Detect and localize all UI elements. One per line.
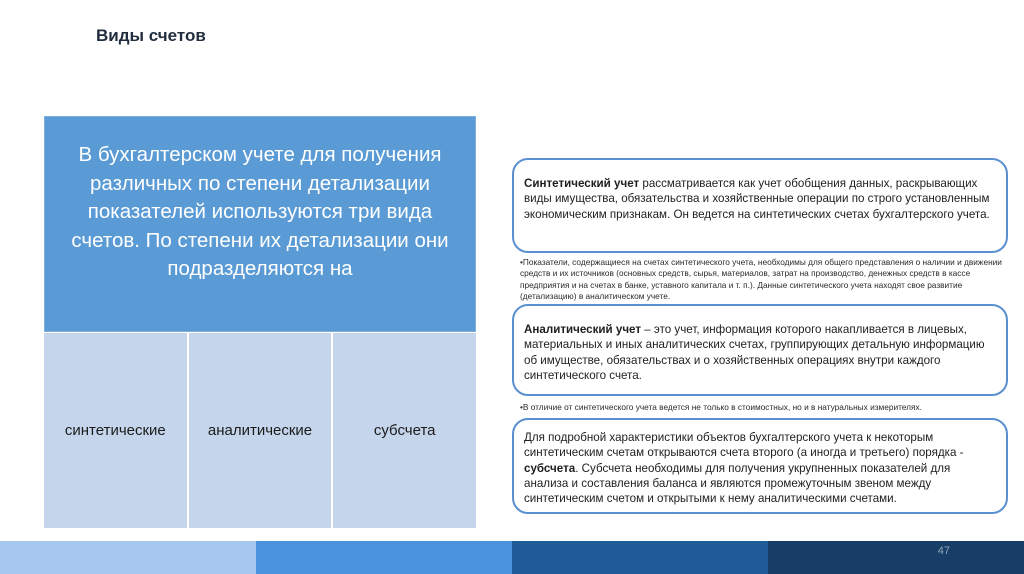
subaccounts-text-before: Для подробной характеристики объектов бухгалтерского учета к некоторым синтетическим счетам открываются счета второго (а иногда и третьего) порядка - [524,431,964,460]
subaccounts-text-after: . Субсчета необходимы для получения укрупненных показателей для анализа и составления баланса и являются промежуточным звеном между синтетическим счетом и открытыми к нему аналитическими счетами. [524,461,951,506]
cell-synthetic-label: синтетические [64,422,166,439]
synthetic-term: Синтетический учет [524,177,640,190]
cell-analytic [189,333,332,528]
analytic-accounting-box [512,304,1008,396]
account-types-table [44,116,476,528]
cell-subaccounts-label: субсчета [373,422,436,439]
subaccounts-term: субсчета [524,461,576,475]
footer-bar-segment-4 [768,541,1024,574]
analytic-description: – это учет, информация которого накапливается в лицевых, материальных и иных аналитических счетах, группирующих детальную информацию об имуществе, обязательствах и о хозяйственных операциях внутри каждого синтетического счета. [524,323,985,382]
analytic-note: •В отличие от синтетического учета ведется не только в стоимостных, но и в натуральных измерителях. [520,402,922,412]
subaccounts-box [512,418,1008,514]
slide-title: Виды счетов [96,26,206,45]
synthetic-description: рассматривается как учет обобщения данных, раскрывающих виды имущества, обязательства и хозяйственные операции по строго установленным экономическим признакам. Он ведется на синтетических счетах бухгалтерского учета. [524,177,990,221]
footer-bar-segment-2 [256,541,512,574]
synthetic-accounting-box [512,158,1008,253]
page-number: 47 [937,545,950,557]
footer-bar-segment-1 [0,541,256,574]
cell-analytic-label: аналитические [207,422,313,439]
table-header: В бухгалтерском учете для получения различных по степени детализации показателей используются три вида счетов. По степени их детализации они подразделяются на [44,116,476,332]
footer-bar-segment-3 [512,541,768,574]
synthetic-note: •Показатели, содержащиеся на счетах синтетического учета, необходимы для общего представления о наличии и движении средств и их источников (основных средств, сырья, материалов, затрат на производство, денежных средств в кассе предприятия и на счетах в банке, уставного капитала и т. п.). Данные синтетического учета находят свое развитие (детализацию) в аналитическом учете. [520,257,1002,301]
cell-subaccounts [333,333,476,528]
table-row [44,333,476,528]
cell-synthetic [44,333,187,528]
analytic-term: Аналитический учет [524,323,642,336]
